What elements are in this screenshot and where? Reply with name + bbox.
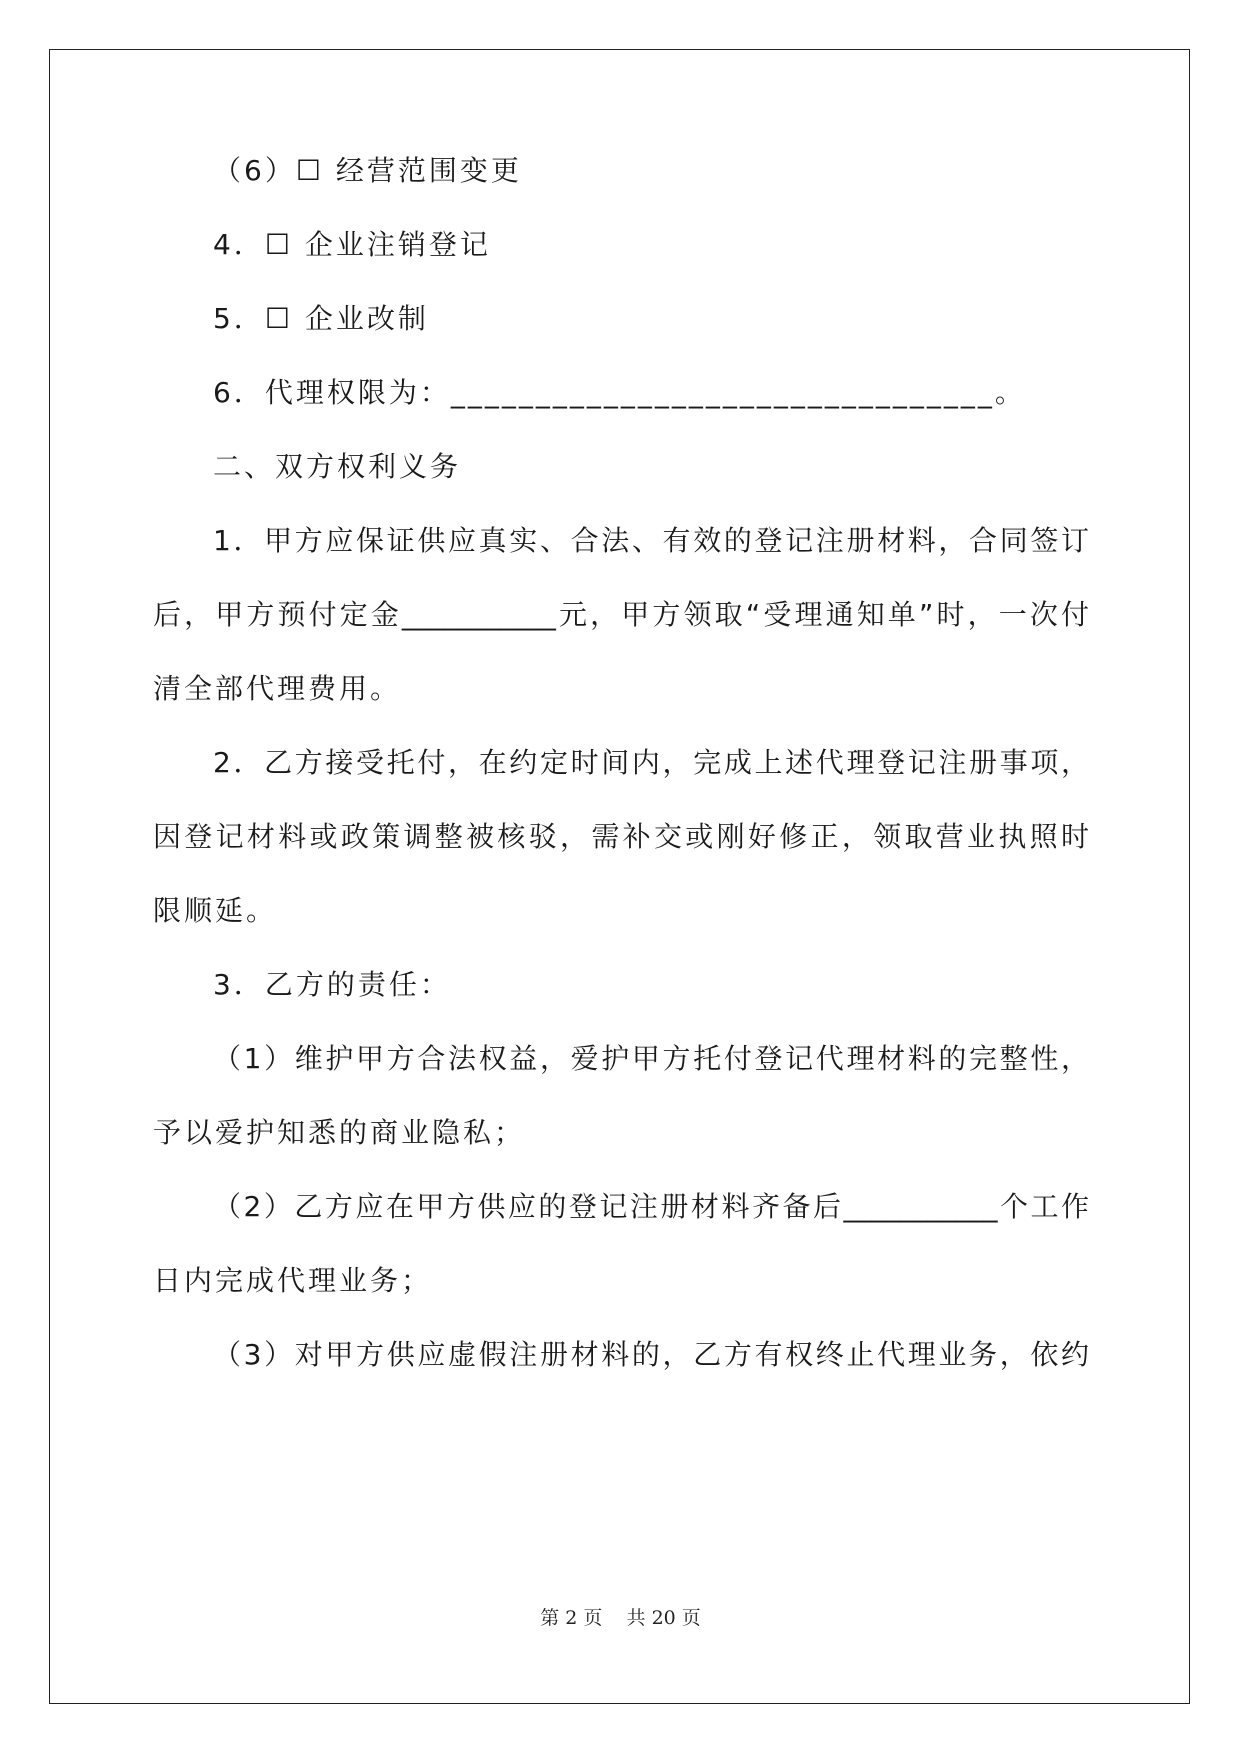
text-line-agency-authority: 6．代理权限为：________________________________。: [213, 376, 1026, 409]
paragraph-2-line-2: 因登记材料或政策调整被核驳，需补交或刚好修正，领取营业执照时: [153, 820, 1089, 853]
item-2-line-2: 日内完成代理业务；: [153, 1264, 433, 1297]
paragraph-1-line-3: 清全部代理费用。: [153, 672, 402, 705]
item-3-line-1: （3）对甲方供应虚假注册材料的，乙方有权终止代理业务，依约: [213, 1338, 1089, 1371]
text-line-change-business-scope: （6）☐ 经营范围变更: [213, 154, 522, 187]
item-2-line-1: （2）乙方应在甲方供应的登记注册材料齐备后___________个工作: [213, 1190, 1089, 1223]
page-border: [49, 49, 1190, 1704]
text-line-restructuring: 5．☐ 企业改制: [213, 302, 429, 335]
item-1-line-1: （1）维护甲方合法权益，爱护甲方托付登记代理材料的完整性，: [213, 1042, 1089, 1075]
text-line-deregistration: 4．☐ 企业注销登记: [213, 228, 491, 261]
paragraph-3-heading: 3．乙方的责任：: [213, 968, 451, 1001]
paragraph-2-line-1: 2．乙方接受托付，在约定时间内，完成上述代理登记注册事项，: [213, 746, 1089, 779]
item-1-line-2: 予以爱护知悉的商业隐私；: [153, 1116, 526, 1149]
page-number-footer: 第 2 页 共 20 页: [540, 1607, 701, 1629]
paragraph-1-line-2: 后，甲方预付定金___________元，甲方领取“受理通知单”时，一次付: [153, 598, 1089, 631]
paragraph-2-line-3: 限顺延。: [153, 894, 278, 927]
paragraph-1-line-1: 1．甲方应保证供应真实、合法、有效的登记注册材料，合同签订: [213, 524, 1089, 557]
section-heading-rights-obligations: 二、双方权利义务: [213, 450, 462, 483]
